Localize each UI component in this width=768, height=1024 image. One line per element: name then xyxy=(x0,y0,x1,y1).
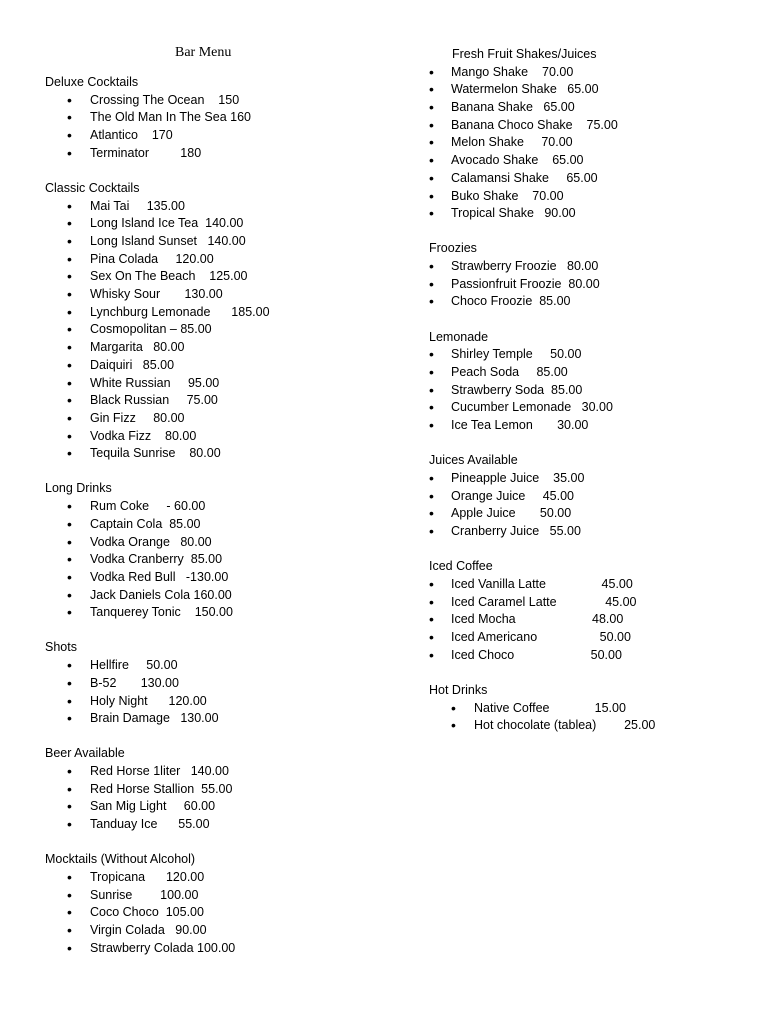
bullet-icon: • xyxy=(67,409,72,426)
bullet-icon: • xyxy=(67,498,72,515)
item-list xyxy=(45,657,385,728)
menu-item: • Peach Soda 85.00 xyxy=(429,364,568,380)
menu-item: • Iced Americano 50.00 xyxy=(429,628,631,645)
section-froozies xyxy=(429,240,759,311)
bullet-icon: • xyxy=(67,109,72,126)
section-heading: Juices Available xyxy=(429,453,518,468)
bullet-icon: • xyxy=(429,169,434,186)
menu-item: • Vodka Red Bull -130.00 xyxy=(67,568,229,585)
bullet-icon: • xyxy=(67,286,72,303)
menu-item: • Crossing The Ocean 150 xyxy=(67,91,240,108)
section-classic-cocktails xyxy=(45,180,385,463)
bullet-icon: • xyxy=(67,533,72,550)
menu-item: • Pineapple Juice 35.00 xyxy=(429,469,585,486)
section-juices-available xyxy=(429,452,759,540)
menu-item: • Cranberry Juice 55.00 xyxy=(429,523,581,539)
section-heading: Mocktails (Without Alcohol) xyxy=(45,852,196,867)
bullet-icon: • xyxy=(67,939,72,956)
menu-item: • Mango Shake 70.00 xyxy=(429,63,574,80)
bullet-icon: • xyxy=(67,215,72,232)
item-list xyxy=(429,576,759,664)
menu-item: • Sex On The Beach 125.00 xyxy=(67,268,248,285)
menu-item: • Native Coffee 15.00 xyxy=(451,699,626,716)
bullet-icon: • xyxy=(67,763,72,780)
menu-item: • Avocado Shake 65.00 xyxy=(429,152,584,169)
menu-item: • The Old Man In The Sea 160 xyxy=(67,109,251,126)
menu-item: • Vodka Fizz 80.00 xyxy=(67,427,197,444)
menu-item: • Tanduay Ice 55.00 xyxy=(67,816,210,833)
bullet-icon: • xyxy=(429,293,434,310)
menu-item: • Passionfruit Froozie 80.00 xyxy=(429,275,600,292)
menu-item: • Watermelon Shake 65.00 xyxy=(429,81,599,98)
bullet-icon: • xyxy=(429,487,434,504)
bullet-icon: • xyxy=(429,523,434,539)
bullet-icon: • xyxy=(67,91,72,108)
menu-item: • Long Island Sunset 140.00 xyxy=(67,233,246,249)
menu-title: Bar Menu xyxy=(175,45,232,60)
menu-item: • Melon Shake 70.00 xyxy=(429,134,573,151)
bullet-icon: • xyxy=(67,427,72,444)
bullet-icon: • xyxy=(67,144,72,161)
item-list xyxy=(429,258,759,311)
section-heading: Deluxe Cocktails xyxy=(45,75,139,89)
menu-item: • Hellfire 50.00 xyxy=(67,657,178,674)
bullet-icon: • xyxy=(67,674,72,691)
bullet-icon: • xyxy=(67,321,72,338)
menu-item: • Jack Daniels Cola 160.00 xyxy=(67,586,232,603)
menu-item: • Whisky Sour 130.00 xyxy=(67,286,223,303)
item-list xyxy=(45,92,385,163)
menu-item: • Iced Mocha 48.00 xyxy=(429,611,624,628)
menu-item: • Red Horse 1liter 140.00 xyxy=(67,763,229,780)
bullet-icon: • xyxy=(67,798,72,815)
item-list xyxy=(45,498,385,622)
menu-item: • Terminator 180 xyxy=(67,144,202,161)
right-column xyxy=(429,46,759,735)
menu-item: • Red Horse Stallion 55.00 xyxy=(67,780,233,797)
menu-item: • Strawberry Froozie 80.00 xyxy=(429,258,599,275)
menu-item: • B-52 130.00 xyxy=(67,674,179,691)
bullet-icon: • xyxy=(67,303,72,320)
menu-item: • Calamansi Shake 65.00 xyxy=(429,169,598,186)
bullet-icon: • xyxy=(429,275,434,292)
section-lemonade xyxy=(429,329,759,435)
menu-item: • Daiquiri 85.00 xyxy=(67,356,175,373)
section-shots xyxy=(45,639,385,727)
bullet-icon: • xyxy=(67,445,72,462)
menu-item: • Lynchburg Lemonade 185.00 xyxy=(67,303,270,320)
menu-item: • San Mig Light 60.00 xyxy=(67,798,216,815)
bullet-icon: • xyxy=(451,699,456,716)
section-deluxe-cocktails xyxy=(45,74,385,162)
menu-item: • Virgin Colada 90.00 xyxy=(67,922,207,939)
section-iced-coffee xyxy=(429,558,759,664)
bullet-icon: • xyxy=(429,81,434,98)
menu-item: • Choco Froozie 85.00 xyxy=(429,293,571,310)
section-beer-available xyxy=(45,745,385,833)
bullet-icon: • xyxy=(67,586,72,603)
menu-item: • Vodka Orange 80.00 xyxy=(67,533,212,550)
menu-item: • Gin Fizz 80.00 xyxy=(67,409,185,426)
menu-item: • White Russian 95.00 xyxy=(67,374,220,391)
menu-item: • Banana Choco Shake 75.00 xyxy=(429,116,618,133)
bullet-icon: • xyxy=(429,63,434,80)
menu-item: • Iced Vanilla Latte 45.00 xyxy=(429,575,633,592)
menu-item: • Banana Shake 65.00 xyxy=(429,99,575,116)
section-long-drinks xyxy=(45,480,385,622)
bullet-icon: • xyxy=(429,593,434,610)
item-list xyxy=(429,346,759,434)
menu-item: • Coco Choco 105.00 xyxy=(67,904,204,921)
bullet-icon: • xyxy=(67,780,72,797)
menu-item: • Apple Juice 50.00 xyxy=(429,505,572,522)
bullet-icon: • xyxy=(429,646,434,663)
menu-item: • Shirley Temple 50.00 xyxy=(429,346,582,363)
menu-item: • Buko Shake 70.00 xyxy=(429,187,564,204)
bullet-icon: • xyxy=(429,346,434,363)
item-list xyxy=(429,470,759,541)
bullet-icon: • xyxy=(429,417,434,434)
section-mocktails xyxy=(45,851,385,957)
menu-item: • Hot chocolate (tablea) 25.00 xyxy=(451,717,656,734)
item-list xyxy=(429,64,759,223)
bullet-icon: • xyxy=(429,187,434,204)
menu-item: • Long Island Ice Tea 140.00 xyxy=(67,215,244,232)
menu-item: • Orange Juice 45.00 xyxy=(429,487,574,504)
bullet-icon: • xyxy=(67,710,72,727)
bullet-icon: • xyxy=(67,886,72,903)
menu-item: • Vodka Cranberry 85.00 xyxy=(67,551,223,568)
menu-item: • Ice Tea Lemon 30.00 xyxy=(429,417,589,434)
menu-item: • Strawberry Soda 85.00 xyxy=(429,381,583,398)
section-heading: Iced Coffee xyxy=(429,559,493,574)
menu-item: • Brain Damage 130.00 xyxy=(67,710,219,727)
menu-item: • Captain Cola 85.00 xyxy=(67,515,201,532)
bullet-icon: • xyxy=(67,233,72,249)
menu-item: • Holy Night 120.00 xyxy=(67,692,207,709)
bullet-icon: • xyxy=(67,657,72,674)
bullet-icon: • xyxy=(67,356,72,373)
bullet-icon: • xyxy=(429,399,434,416)
bullet-icon: • xyxy=(67,869,72,885)
section-heading: Hot Drinks xyxy=(429,682,488,697)
menu-item: • Rum Coke - 60.00 xyxy=(67,498,206,515)
section-fresh-fruit-shakes xyxy=(429,46,759,223)
menu-item: • Cosmopolitan – 85.00 xyxy=(67,321,212,338)
section-hot-drinks xyxy=(429,682,759,735)
bullet-icon: • xyxy=(67,904,72,921)
bullet-icon: • xyxy=(67,816,72,833)
bullet-icon: • xyxy=(67,392,72,409)
menu-item: • Iced Caramel Latte 45.00 xyxy=(429,593,637,610)
bullet-icon: • xyxy=(67,922,72,939)
menu-item: • Sunrise 100.00 xyxy=(67,886,199,903)
bullet-icon: • xyxy=(451,717,456,734)
bullet-icon: • xyxy=(429,134,434,151)
menu-item: • Pina Colada 120.00 xyxy=(67,250,214,267)
bullet-icon: • xyxy=(67,515,72,532)
menu-item: • Strawberry Colada 100.00 xyxy=(67,939,236,956)
menu-item: • Tropical Shake 90.00 xyxy=(429,205,576,222)
bullet-icon: • xyxy=(429,575,434,592)
section-heading: Beer Available xyxy=(45,746,125,761)
menu-item: • Iced Choco 50.00 xyxy=(429,646,622,663)
bullet-icon: • xyxy=(67,604,72,621)
bullet-icon: • xyxy=(429,364,434,380)
bullet-icon: • xyxy=(429,205,434,222)
section-heading: Froozies xyxy=(429,241,477,256)
left-column xyxy=(45,74,385,957)
menu-item: • Cucumber Lemonade 30.00 xyxy=(429,399,613,416)
item-list xyxy=(45,198,385,463)
bullet-icon: • xyxy=(429,628,434,645)
menu-item: • Tanquerey Tonic 150.00 xyxy=(67,604,233,621)
section-heading: Shots xyxy=(45,640,77,655)
item-list xyxy=(45,869,385,957)
bullet-icon: • xyxy=(429,258,434,275)
bullet-icon: • xyxy=(67,692,72,709)
menu-item: • Atlantico 170 xyxy=(67,127,173,144)
bullet-icon: • xyxy=(429,99,434,116)
bullet-icon: • xyxy=(67,197,72,214)
section-heading: Long Drinks xyxy=(45,481,112,496)
menu-item: • Tropicana 120.00 xyxy=(67,869,205,885)
bullet-icon: • xyxy=(429,381,434,398)
bullet-icon: • xyxy=(67,250,72,267)
bullet-icon: • xyxy=(429,505,434,522)
bullet-icon: • xyxy=(67,339,72,356)
section-heading: Lemonade xyxy=(429,329,489,344)
bullet-icon: • xyxy=(67,127,72,144)
bullet-icon: • xyxy=(429,469,434,486)
item-list xyxy=(45,763,385,834)
menu-item: • Mai Tai 135.00 xyxy=(67,197,185,214)
bullet-icon: • xyxy=(429,152,434,169)
bullet-icon: • xyxy=(429,116,434,133)
bullet-icon: • xyxy=(67,374,72,391)
section-heading: Classic Cocktails xyxy=(45,180,140,195)
bullet-icon: • xyxy=(67,551,72,568)
item-list xyxy=(429,700,759,735)
section-heading: Fresh Fruit Shakes/Juices xyxy=(452,47,597,61)
bullet-icon: • xyxy=(67,268,72,285)
menu-item: • Tequila Sunrise 80.00 xyxy=(67,445,221,462)
menu-item: • Margarita 80.00 xyxy=(67,339,185,356)
bullet-icon: • xyxy=(429,611,434,628)
bullet-icon: • xyxy=(67,568,72,585)
menu-item: • Black Russian 75.00 xyxy=(67,392,218,409)
